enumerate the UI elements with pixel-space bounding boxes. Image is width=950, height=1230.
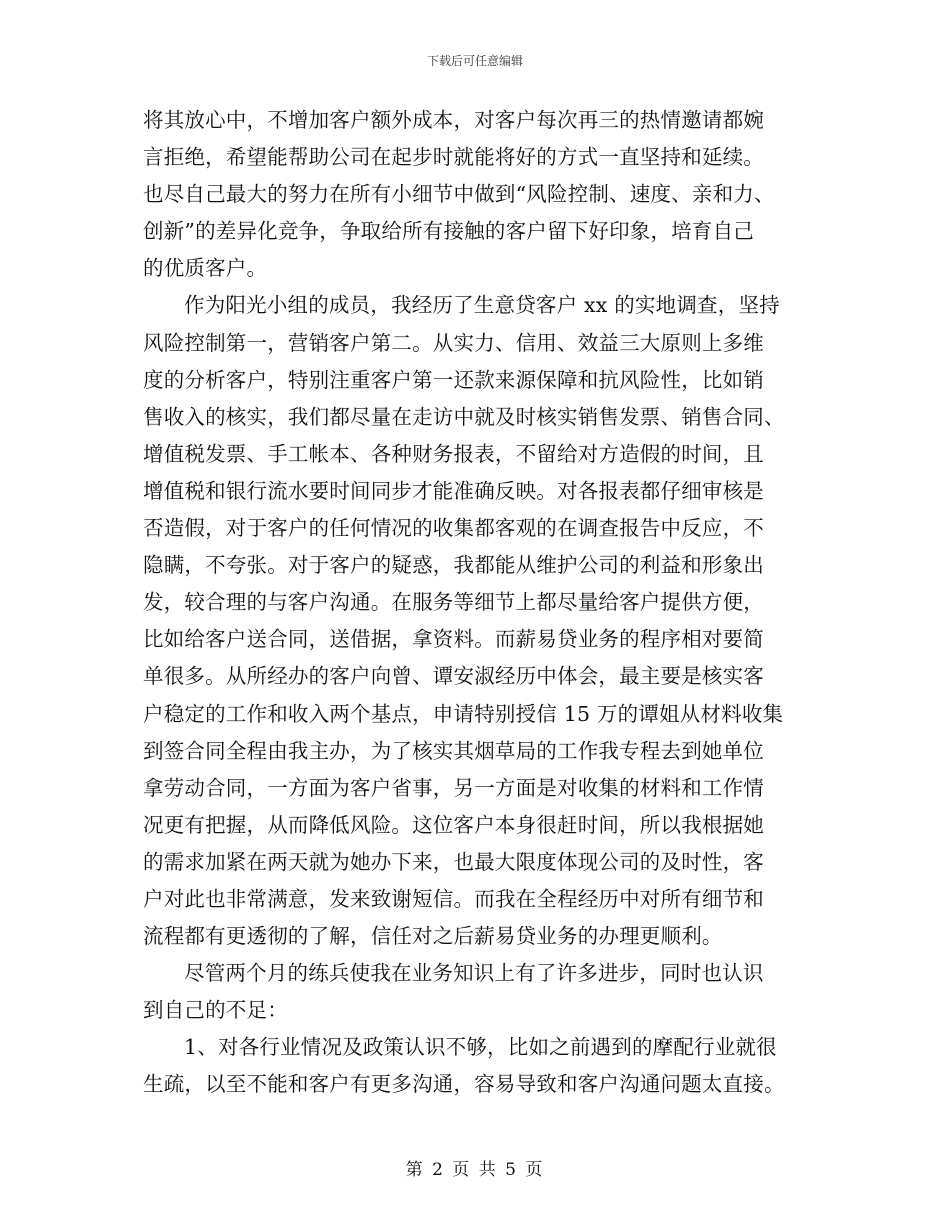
text-line: 发，较合理的与客户沟通。在服务等细节上都尽量给客户提供方便， — [143, 590, 764, 615]
page-header: 下载后可任意编辑 — [426, 54, 523, 68]
text-line: 增值税和银行流水要时间同步才能准确反映。对各报表都仔细审核是 — [143, 478, 764, 503]
text-line: 也尽自己最大的努力在所有小细节中做到“风险控制、速度、亲和力、 — [143, 182, 775, 207]
text-line: 风险控制第一，营销客户第二。从实力、信用、效益三大原则上多维 — [143, 330, 764, 355]
text-line: 的需求加紧在两天就为她办下来，也最大限度体现公司的及时性，客 — [143, 849, 764, 874]
text-line: 言拒绝，希望能帮助公司在起步时就能将好的方式一直坚持和延续。 — [143, 145, 764, 170]
text-line: 度的分析客户，特别注重客户第一还款来源保障和抗风险性，比如销 — [143, 367, 764, 392]
text-line: 售收入的核实，我们都尽量在走访中就及时核实销售发票、销售合同、 — [143, 404, 785, 429]
page-footer: 第 2 页 共 5 页 — [405, 1160, 545, 1180]
text-line: 将其放心中，不增加客户额外成本，对客户每次再三的热情邀请都婉 — [143, 108, 764, 132]
text-line: 单很多。从所经办的客户向曾、谭安淑经历中体会，最主要是核实客 — [143, 664, 764, 689]
text-line: 户稳定的工作和收入两个基点，申请特别授信 15 万的谭姐从材料收集 — [143, 701, 784, 726]
text-line: 拿劳动合同，一方面为客户省事，另一方面是对收集的材料和工作情 — [143, 775, 764, 800]
text-line: 况更有把握，从而降低风险。这位客户本身很赶时间，所以我根据她 — [143, 812, 764, 837]
text-line: 比如给客户送合同，送借据，拿资料。而薪易贷业务的程序相对要简 — [143, 627, 764, 652]
text-line: 户对此也非常满意，发来致谢短信。而我在全程经历中对所有细节和 — [143, 886, 764, 911]
text-line: 隐瞒，不夸张。对于客户的疑惑，我都能从维护公司的利益和形象出 — [143, 553, 764, 578]
text-line: 生疏，以至不能和客户有更多沟通，容易导致和客户沟通问题太直接。 — [143, 1072, 785, 1097]
paragraph-first-line: 作为阳光小组的成员，我经历了生意贷客户 xx 的实地调查，坚持 — [184, 293, 780, 318]
paragraph-first-line: 1、对各行业情况及政策认识不够，比如之前遇到的摩配行业就很 — [184, 1035, 777, 1060]
text-line: 到自己的不足： — [143, 998, 288, 1023]
text-line: 否造假，对于客户的任何情况的收集都客观的在调查报告中反应，不 — [143, 516, 764, 541]
paragraph-first-line: 尽管两个月的练兵使我在业务知识上有了许多进步，同时也认识 — [184, 961, 764, 986]
text-line: 增值税发票、手工帐本、各种财务报表，不留给对方造假的时间，且 — [143, 441, 764, 466]
document-body — [143, 102, 807, 1104]
text-line: 的优质客户。 — [143, 256, 268, 281]
text-line: 创新”的差异化竞争，争取给所有接触的客户留下好印象，培育自己 — [143, 219, 754, 244]
text-line: 流程都有更透彻的了解，信任对之后薪易贷业务的办理更顺利。 — [143, 924, 723, 949]
text-line: 到签合同全程由我主办，为了核实其烟草局的工作我专程去到她单位 — [143, 738, 764, 763]
